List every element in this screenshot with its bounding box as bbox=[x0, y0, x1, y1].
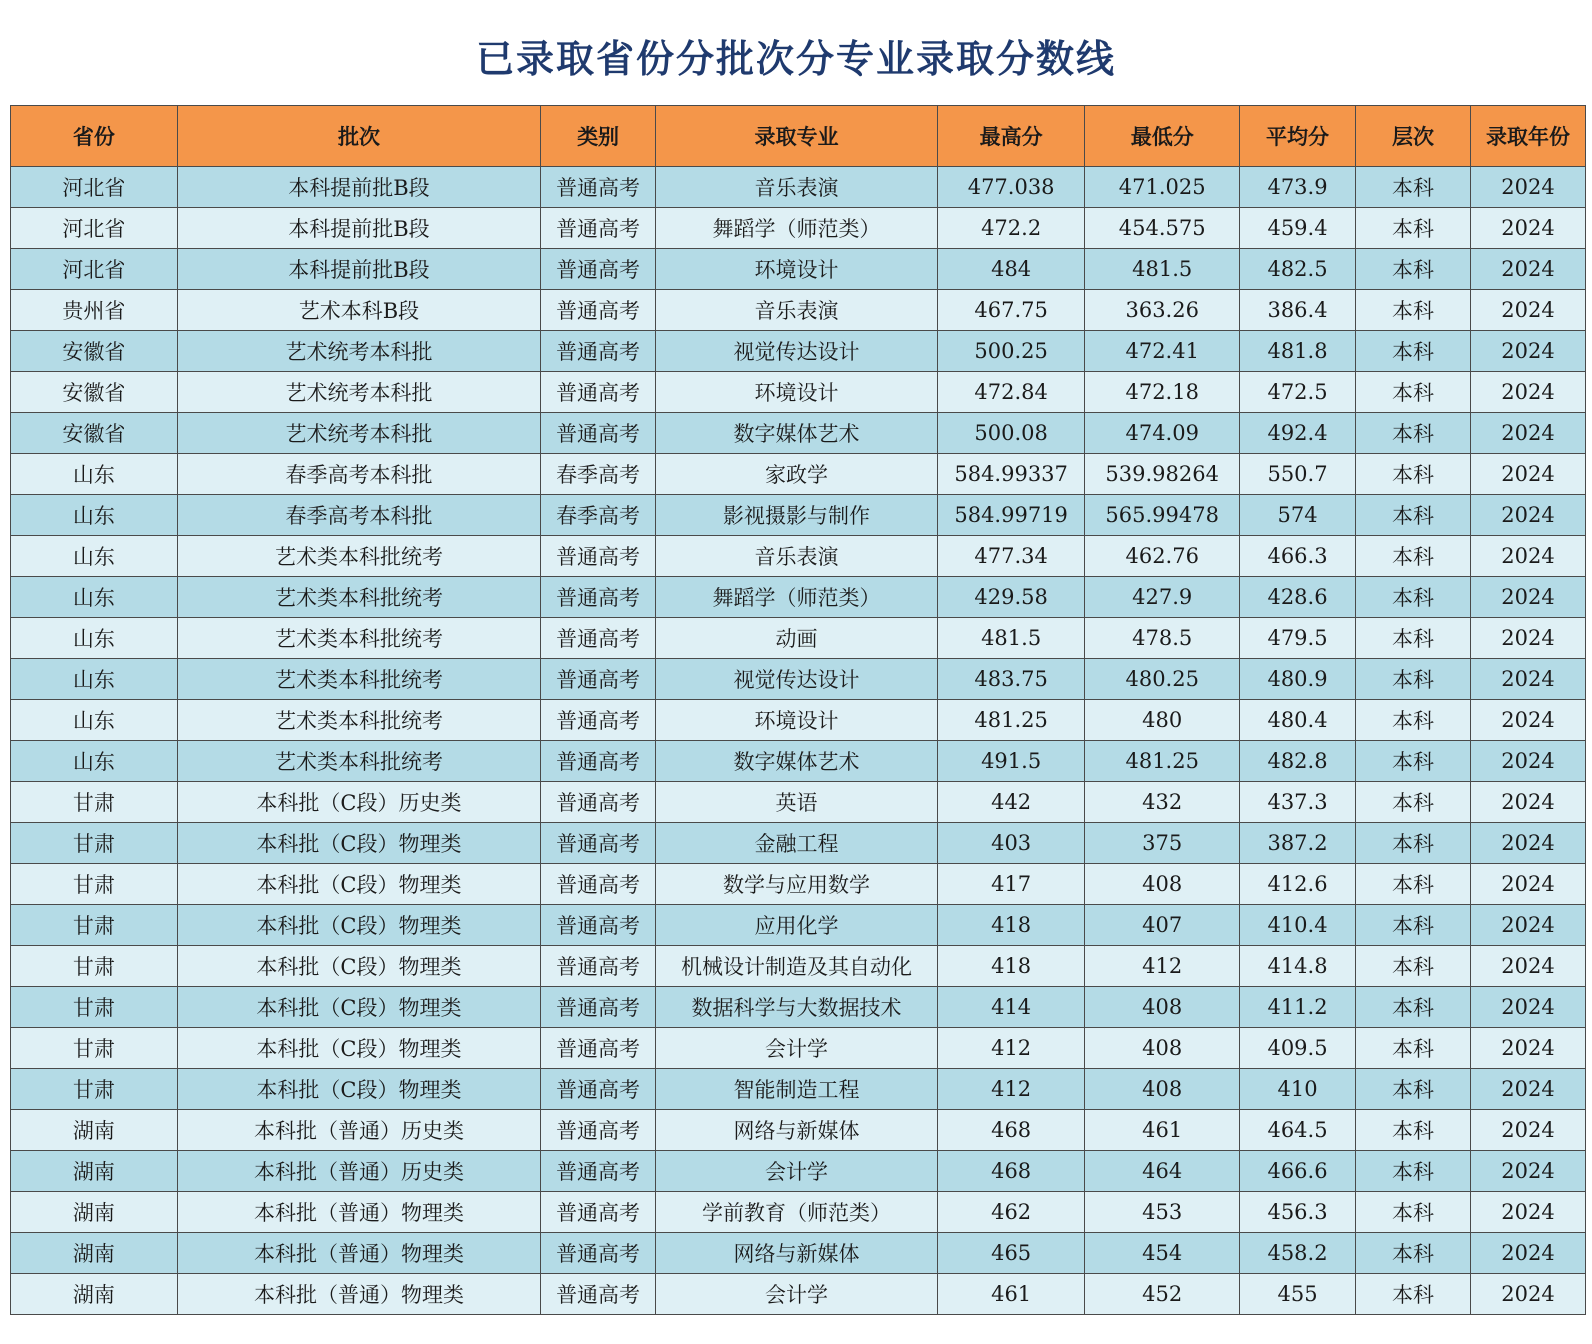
cell-min-score: 454 bbox=[1085, 1233, 1240, 1274]
cell-major: 会计学 bbox=[656, 1151, 938, 1192]
cell-avg-score: 412.6 bbox=[1240, 864, 1356, 905]
cell-major: 舞蹈学（师范类） bbox=[656, 208, 938, 249]
table-row bbox=[11, 1151, 1586, 1192]
cell-batch: 本科批（普通）物理类 bbox=[177, 1274, 540, 1315]
cell-min-score: 478.5 bbox=[1085, 618, 1240, 659]
cell-province: 湖南 bbox=[11, 1192, 178, 1233]
column-header-level: 层次 bbox=[1356, 106, 1471, 167]
cell-batch: 本科批（普通）物理类 bbox=[177, 1233, 540, 1274]
cell-min-score: 432 bbox=[1085, 782, 1240, 823]
cell-level: 本科 bbox=[1356, 577, 1471, 618]
cell-level: 本科 bbox=[1356, 290, 1471, 331]
table-row bbox=[11, 331, 1586, 372]
cell-max-score: 462 bbox=[937, 1192, 1085, 1233]
cell-major: 家政学 bbox=[656, 454, 938, 495]
column-header-category: 类别 bbox=[541, 106, 656, 167]
cell-max-score: 442 bbox=[937, 782, 1085, 823]
cell-batch: 本科批（C段）物理类 bbox=[177, 864, 540, 905]
cell-batch: 艺术类本科批统考 bbox=[177, 618, 540, 659]
cell-avg-score: 472.5 bbox=[1240, 372, 1356, 413]
cell-min-score: 474.09 bbox=[1085, 413, 1240, 454]
cell-category: 普通高考 bbox=[541, 208, 656, 249]
cell-min-score: 481.25 bbox=[1085, 741, 1240, 782]
cell-max-score: 500.08 bbox=[937, 413, 1085, 454]
cell-year: 2024 bbox=[1470, 700, 1585, 741]
cell-major: 视觉传达设计 bbox=[656, 659, 938, 700]
cell-year: 2024 bbox=[1470, 454, 1585, 495]
cell-category: 普通高考 bbox=[541, 659, 656, 700]
cell-batch: 艺术本科B段 bbox=[177, 290, 540, 331]
table-row bbox=[11, 372, 1586, 413]
cell-avg-score: 409.5 bbox=[1240, 1028, 1356, 1069]
cell-min-score: 481.5 bbox=[1085, 249, 1240, 290]
cell-level: 本科 bbox=[1356, 1192, 1471, 1233]
cell-min-score: 375 bbox=[1085, 823, 1240, 864]
cell-level: 本科 bbox=[1356, 1028, 1471, 1069]
cell-max-score: 584.99337 bbox=[937, 454, 1085, 495]
cell-category: 普通高考 bbox=[541, 1110, 656, 1151]
cell-max-score: 472.84 bbox=[937, 372, 1085, 413]
cell-max-score: 429.58 bbox=[937, 577, 1085, 618]
cell-category: 普通高考 bbox=[541, 290, 656, 331]
cell-category: 普通高考 bbox=[541, 905, 656, 946]
cell-avg-score: 458.2 bbox=[1240, 1233, 1356, 1274]
cell-max-score: 467.75 bbox=[937, 290, 1085, 331]
cell-year: 2024 bbox=[1470, 782, 1585, 823]
cell-major: 环境设计 bbox=[656, 700, 938, 741]
cell-min-score: 539.98264 bbox=[1085, 454, 1240, 495]
cell-province: 甘肃 bbox=[11, 823, 178, 864]
cell-category: 普通高考 bbox=[541, 167, 656, 208]
cell-year: 2024 bbox=[1470, 741, 1585, 782]
cell-max-score: 481.5 bbox=[937, 618, 1085, 659]
cell-province: 山东 bbox=[11, 495, 178, 536]
table-row bbox=[11, 495, 1586, 536]
cell-avg-score: 410.4 bbox=[1240, 905, 1356, 946]
cell-max-score: 461 bbox=[937, 1274, 1085, 1315]
cell-batch: 艺术类本科批统考 bbox=[177, 741, 540, 782]
cell-max-score: 584.99719 bbox=[937, 495, 1085, 536]
cell-major: 机械设计制造及其自动化 bbox=[656, 946, 938, 987]
table-row bbox=[11, 864, 1586, 905]
cell-avg-score: 466.6 bbox=[1240, 1151, 1356, 1192]
cell-category: 普通高考 bbox=[541, 700, 656, 741]
cell-major: 会计学 bbox=[656, 1274, 938, 1315]
cell-category: 普通高考 bbox=[541, 577, 656, 618]
cell-province: 甘肃 bbox=[11, 905, 178, 946]
cell-province: 山东 bbox=[11, 618, 178, 659]
cell-avg-score: 574 bbox=[1240, 495, 1356, 536]
cell-major: 数据科学与大数据技术 bbox=[656, 987, 938, 1028]
cell-avg-score: 411.2 bbox=[1240, 987, 1356, 1028]
cell-level: 本科 bbox=[1356, 782, 1471, 823]
cell-batch: 本科提前批B段 bbox=[177, 249, 540, 290]
cell-year: 2024 bbox=[1470, 1028, 1585, 1069]
cell-category: 普通高考 bbox=[541, 1069, 656, 1110]
cell-level: 本科 bbox=[1356, 372, 1471, 413]
cell-level: 本科 bbox=[1356, 823, 1471, 864]
cell-batch: 艺术类本科批统考 bbox=[177, 577, 540, 618]
cell-level: 本科 bbox=[1356, 249, 1471, 290]
table-row bbox=[11, 208, 1586, 249]
cell-min-score: 454.575 bbox=[1085, 208, 1240, 249]
cell-category: 普通高考 bbox=[541, 782, 656, 823]
cell-min-score: 363.26 bbox=[1085, 290, 1240, 331]
cell-max-score: 483.75 bbox=[937, 659, 1085, 700]
cell-year: 2024 bbox=[1470, 167, 1585, 208]
cell-avg-score: 455 bbox=[1240, 1274, 1356, 1315]
cell-batch: 春季高考本科批 bbox=[177, 454, 540, 495]
table-row bbox=[11, 577, 1586, 618]
cell-major: 舞蹈学（师范类） bbox=[656, 577, 938, 618]
cell-year: 2024 bbox=[1470, 823, 1585, 864]
cell-province: 湖南 bbox=[11, 1274, 178, 1315]
cell-min-score: 407 bbox=[1085, 905, 1240, 946]
cell-major: 智能制造工程 bbox=[656, 1069, 938, 1110]
cell-avg-score: 386.4 bbox=[1240, 290, 1356, 331]
cell-min-score: 408 bbox=[1085, 1069, 1240, 1110]
table-row bbox=[11, 167, 1586, 208]
cell-year: 2024 bbox=[1470, 618, 1585, 659]
cell-province: 贵州省 bbox=[11, 290, 178, 331]
cell-min-score: 427.9 bbox=[1085, 577, 1240, 618]
cell-avg-score: 414.8 bbox=[1240, 946, 1356, 987]
cell-avg-score: 387.2 bbox=[1240, 823, 1356, 864]
cell-min-score: 452 bbox=[1085, 1274, 1240, 1315]
table-row bbox=[11, 1110, 1586, 1151]
cell-province: 甘肃 bbox=[11, 864, 178, 905]
cell-province: 甘肃 bbox=[11, 1069, 178, 1110]
table-header bbox=[11, 106, 1586, 167]
cell-year: 2024 bbox=[1470, 659, 1585, 700]
cell-category: 普通高考 bbox=[541, 413, 656, 454]
cell-major: 影视摄影与制作 bbox=[656, 495, 938, 536]
cell-major: 环境设计 bbox=[656, 249, 938, 290]
cell-year: 2024 bbox=[1470, 577, 1585, 618]
table-row bbox=[11, 905, 1586, 946]
table-row bbox=[11, 249, 1586, 290]
cell-min-score: 462.76 bbox=[1085, 536, 1240, 577]
table-row bbox=[11, 782, 1586, 823]
cell-level: 本科 bbox=[1356, 167, 1471, 208]
table-row bbox=[11, 741, 1586, 782]
cell-province: 河北省 bbox=[11, 208, 178, 249]
table-row bbox=[11, 618, 1586, 659]
cell-category: 普通高考 bbox=[541, 823, 656, 864]
cell-year: 2024 bbox=[1470, 372, 1585, 413]
cell-level: 本科 bbox=[1356, 1151, 1471, 1192]
cell-province: 山东 bbox=[11, 536, 178, 577]
table-row bbox=[11, 536, 1586, 577]
cell-level: 本科 bbox=[1356, 495, 1471, 536]
cell-level: 本科 bbox=[1356, 700, 1471, 741]
cell-avg-score: 466.3 bbox=[1240, 536, 1356, 577]
cell-max-score: 403 bbox=[937, 823, 1085, 864]
cell-avg-score: 482.8 bbox=[1240, 741, 1356, 782]
cell-province: 安徽省 bbox=[11, 372, 178, 413]
cell-max-score: 481.25 bbox=[937, 700, 1085, 741]
cell-year: 2024 bbox=[1470, 208, 1585, 249]
cell-batch: 艺术类本科批统考 bbox=[177, 536, 540, 577]
cell-level: 本科 bbox=[1356, 864, 1471, 905]
cell-major: 英语 bbox=[656, 782, 938, 823]
cell-batch: 本科提前批B段 bbox=[177, 208, 540, 249]
cell-year: 2024 bbox=[1470, 1274, 1585, 1315]
cell-avg-score: 428.6 bbox=[1240, 577, 1356, 618]
table-row bbox=[11, 454, 1586, 495]
table-row bbox=[11, 1028, 1586, 1069]
cell-category: 普通高考 bbox=[541, 987, 656, 1028]
cell-avg-score: 410 bbox=[1240, 1069, 1356, 1110]
cell-max-score: 414 bbox=[937, 987, 1085, 1028]
cell-year: 2024 bbox=[1470, 1233, 1585, 1274]
cell-batch: 本科批（普通）物理类 bbox=[177, 1192, 540, 1233]
cell-min-score: 412 bbox=[1085, 946, 1240, 987]
cell-province: 山东 bbox=[11, 454, 178, 495]
cell-category: 春季高考 bbox=[541, 495, 656, 536]
cell-max-score: 500.25 bbox=[937, 331, 1085, 372]
cell-avg-score: 479.5 bbox=[1240, 618, 1356, 659]
cell-avg-score: 492.4 bbox=[1240, 413, 1356, 454]
cell-batch: 本科批（C段）物理类 bbox=[177, 1028, 540, 1069]
cell-max-score: 468 bbox=[937, 1110, 1085, 1151]
cell-min-score: 471.025 bbox=[1085, 167, 1240, 208]
cell-year: 2024 bbox=[1470, 331, 1585, 372]
cell-category: 普通高考 bbox=[541, 1028, 656, 1069]
cell-min-score: 453 bbox=[1085, 1192, 1240, 1233]
table-row bbox=[11, 987, 1586, 1028]
cell-batch: 本科批（普通）历史类 bbox=[177, 1151, 540, 1192]
cell-level: 本科 bbox=[1356, 536, 1471, 577]
cell-min-score: 480 bbox=[1085, 700, 1240, 741]
cell-province: 河北省 bbox=[11, 249, 178, 290]
cell-province: 甘肃 bbox=[11, 1028, 178, 1069]
cell-year: 2024 bbox=[1470, 290, 1585, 331]
cell-batch: 春季高考本科批 bbox=[177, 495, 540, 536]
page-title: 已录取省份分批次分专业录取分数线 bbox=[475, 37, 1116, 81]
cell-year: 2024 bbox=[1470, 905, 1585, 946]
cell-min-score: 461 bbox=[1085, 1110, 1240, 1151]
cell-max-score: 417 bbox=[937, 864, 1085, 905]
table-row bbox=[11, 413, 1586, 454]
cell-max-score: 418 bbox=[937, 905, 1085, 946]
cell-major: 会计学 bbox=[656, 1028, 938, 1069]
cell-batch: 本科批（C段）物理类 bbox=[177, 946, 540, 987]
cell-min-score: 480.25 bbox=[1085, 659, 1240, 700]
cell-province: 湖南 bbox=[11, 1110, 178, 1151]
column-header-min-score: 最低分 bbox=[1085, 106, 1240, 167]
cell-category: 普通高考 bbox=[541, 536, 656, 577]
cell-year: 2024 bbox=[1470, 1069, 1585, 1110]
table-row bbox=[11, 946, 1586, 987]
cell-major: 应用化学 bbox=[656, 905, 938, 946]
cell-batch: 本科批（C段）物理类 bbox=[177, 1069, 540, 1110]
cell-year: 2024 bbox=[1470, 946, 1585, 987]
cell-province: 山东 bbox=[11, 741, 178, 782]
cell-level: 本科 bbox=[1356, 741, 1471, 782]
cell-min-score: 472.41 bbox=[1085, 331, 1240, 372]
cell-avg-score: 464.5 bbox=[1240, 1110, 1356, 1151]
cell-major: 音乐表演 bbox=[656, 536, 938, 577]
cell-max-score: 418 bbox=[937, 946, 1085, 987]
cell-level: 本科 bbox=[1356, 905, 1471, 946]
cell-year: 2024 bbox=[1470, 1110, 1585, 1151]
cell-batch: 本科批（C段）物理类 bbox=[177, 823, 540, 864]
cell-max-score: 484 bbox=[937, 249, 1085, 290]
column-header-max-score: 最高分 bbox=[937, 106, 1085, 167]
cell-major: 音乐表演 bbox=[656, 290, 938, 331]
cell-max-score: 412 bbox=[937, 1028, 1085, 1069]
cell-batch: 本科批（普通）历史类 bbox=[177, 1110, 540, 1151]
cell-year: 2024 bbox=[1470, 864, 1585, 905]
cell-major: 动画 bbox=[656, 618, 938, 659]
cell-avg-score: 550.7 bbox=[1240, 454, 1356, 495]
cell-level: 本科 bbox=[1356, 618, 1471, 659]
table-row bbox=[11, 1192, 1586, 1233]
cell-major: 学前教育（师范类） bbox=[656, 1192, 938, 1233]
table-row bbox=[11, 290, 1586, 331]
cell-category: 普通高考 bbox=[541, 1274, 656, 1315]
cell-province: 山东 bbox=[11, 659, 178, 700]
cell-major: 金融工程 bbox=[656, 823, 938, 864]
cell-category: 普通高考 bbox=[541, 1192, 656, 1233]
cell-year: 2024 bbox=[1470, 536, 1585, 577]
cell-level: 本科 bbox=[1356, 1274, 1471, 1315]
cell-province: 甘肃 bbox=[11, 946, 178, 987]
cell-level: 本科 bbox=[1356, 1069, 1471, 1110]
cell-min-score: 565.99478 bbox=[1085, 495, 1240, 536]
table-row bbox=[11, 1233, 1586, 1274]
cell-major: 网络与新媒体 bbox=[656, 1110, 938, 1151]
cell-avg-score: 456.3 bbox=[1240, 1192, 1356, 1233]
cell-year: 2024 bbox=[1470, 249, 1585, 290]
cell-province: 湖南 bbox=[11, 1233, 178, 1274]
cell-avg-score: 481.8 bbox=[1240, 331, 1356, 372]
cell-batch: 艺术类本科批统考 bbox=[177, 700, 540, 741]
column-header-avg-score: 平均分 bbox=[1240, 106, 1356, 167]
cell-province: 河北省 bbox=[11, 167, 178, 208]
cell-level: 本科 bbox=[1356, 1110, 1471, 1151]
cell-major: 视觉传达设计 bbox=[656, 331, 938, 372]
cell-year: 2024 bbox=[1470, 987, 1585, 1028]
column-header-province: 省份 bbox=[11, 106, 178, 167]
cell-max-score: 468 bbox=[937, 1151, 1085, 1192]
cell-major: 环境设计 bbox=[656, 372, 938, 413]
cell-level: 本科 bbox=[1356, 659, 1471, 700]
column-header-batch: 批次 bbox=[177, 106, 540, 167]
cell-category: 普通高考 bbox=[541, 864, 656, 905]
cell-province: 山东 bbox=[11, 700, 178, 741]
cell-avg-score: 482.5 bbox=[1240, 249, 1356, 290]
cell-max-score: 491.5 bbox=[937, 741, 1085, 782]
cell-level: 本科 bbox=[1356, 1233, 1471, 1274]
cell-major: 音乐表演 bbox=[656, 167, 938, 208]
cell-province: 安徽省 bbox=[11, 331, 178, 372]
cell-batch: 艺术统考本科批 bbox=[177, 372, 540, 413]
cell-year: 2024 bbox=[1470, 1192, 1585, 1233]
table-body bbox=[11, 167, 1586, 1315]
cell-province: 安徽省 bbox=[11, 413, 178, 454]
column-header-year: 录取年份 bbox=[1470, 106, 1585, 167]
cell-max-score: 465 bbox=[937, 1233, 1085, 1274]
cell-level: 本科 bbox=[1356, 331, 1471, 372]
table-row bbox=[11, 700, 1586, 741]
cell-max-score: 412 bbox=[937, 1069, 1085, 1110]
cell-category: 春季高考 bbox=[541, 454, 656, 495]
admission-score-table bbox=[10, 105, 1586, 1315]
cell-major: 数字媒体艺术 bbox=[656, 741, 938, 782]
cell-batch: 本科批（C段）历史类 bbox=[177, 782, 540, 823]
cell-major: 网络与新媒体 bbox=[656, 1233, 938, 1274]
cell-batch: 艺术类本科批统考 bbox=[177, 659, 540, 700]
cell-min-score: 408 bbox=[1085, 1028, 1240, 1069]
cell-major: 数字媒体艺术 bbox=[656, 413, 938, 454]
cell-level: 本科 bbox=[1356, 987, 1471, 1028]
cell-category: 普通高考 bbox=[541, 741, 656, 782]
cell-avg-score: 480.9 bbox=[1240, 659, 1356, 700]
cell-min-score: 408 bbox=[1085, 987, 1240, 1028]
cell-avg-score: 473.9 bbox=[1240, 167, 1356, 208]
cell-max-score: 472.2 bbox=[937, 208, 1085, 249]
cell-major: 数学与应用数学 bbox=[656, 864, 938, 905]
cell-avg-score: 459.4 bbox=[1240, 208, 1356, 249]
cell-level: 本科 bbox=[1356, 208, 1471, 249]
cell-batch: 本科批（C段）物理类 bbox=[177, 987, 540, 1028]
table-row bbox=[11, 659, 1586, 700]
cell-level: 本科 bbox=[1356, 454, 1471, 495]
cell-level: 本科 bbox=[1356, 413, 1471, 454]
cell-max-score: 477.038 bbox=[937, 167, 1085, 208]
cell-category: 普通高考 bbox=[541, 372, 656, 413]
cell-year: 2024 bbox=[1470, 495, 1585, 536]
cell-province: 甘肃 bbox=[11, 987, 178, 1028]
cell-category: 普通高考 bbox=[541, 1151, 656, 1192]
cell-max-score: 477.34 bbox=[937, 536, 1085, 577]
cell-category: 普通高考 bbox=[541, 1233, 656, 1274]
cell-level: 本科 bbox=[1356, 946, 1471, 987]
table-row bbox=[11, 823, 1586, 864]
cell-min-score: 472.18 bbox=[1085, 372, 1240, 413]
table-row bbox=[11, 1069, 1586, 1110]
cell-province: 湖南 bbox=[11, 1151, 178, 1192]
cell-province: 山东 bbox=[11, 577, 178, 618]
cell-year: 2024 bbox=[1470, 1151, 1585, 1192]
header-row bbox=[11, 106, 1586, 167]
cell-batch: 本科提前批B段 bbox=[177, 167, 540, 208]
cell-category: 普通高考 bbox=[541, 618, 656, 659]
cell-avg-score: 437.3 bbox=[1240, 782, 1356, 823]
cell-province: 甘肃 bbox=[11, 782, 178, 823]
cell-batch: 本科批（C段）物理类 bbox=[177, 905, 540, 946]
cell-category: 普通高考 bbox=[541, 249, 656, 290]
cell-category: 普通高考 bbox=[541, 946, 656, 987]
cell-batch: 艺术统考本科批 bbox=[177, 331, 540, 372]
column-header-major: 录取专业 bbox=[656, 106, 938, 167]
cell-category: 普通高考 bbox=[541, 331, 656, 372]
table-row bbox=[11, 1274, 1586, 1315]
cell-batch: 艺术统考本科批 bbox=[177, 413, 540, 454]
cell-min-score: 464 bbox=[1085, 1151, 1240, 1192]
cell-year: 2024 bbox=[1470, 413, 1585, 454]
cell-min-score: 408 bbox=[1085, 864, 1240, 905]
cell-avg-score: 480.4 bbox=[1240, 700, 1356, 741]
